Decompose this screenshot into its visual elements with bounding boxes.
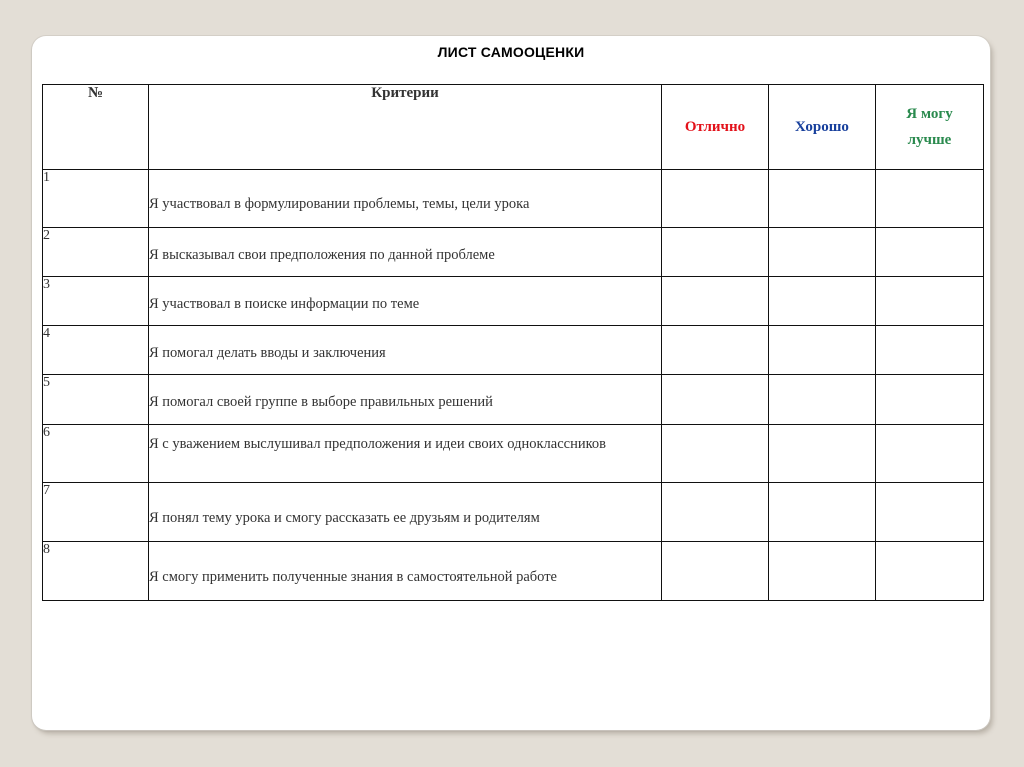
cell-good[interactable] — [769, 228, 876, 277]
cell-can-better[interactable] — [876, 170, 984, 228]
cell-can-better[interactable] — [876, 425, 984, 483]
cell-excellent[interactable] — [662, 277, 769, 326]
cell-can-better[interactable] — [876, 228, 984, 277]
table-row — [43, 483, 984, 542]
cell-excellent[interactable] — [662, 542, 769, 601]
row-criterion: Я высказывал свои предположения по данной проблеме — [149, 228, 662, 277]
row-criterion: Я смогу применить полученные знания в самостоятельной работе — [149, 542, 662, 601]
cell-good[interactable] — [769, 542, 876, 601]
cell-good[interactable] — [769, 277, 876, 326]
row-criterion: Я понял тему урока и смогу рассказать ее друзьям и родителям — [149, 483, 662, 542]
cell-excellent[interactable] — [662, 228, 769, 277]
row-number: 4 — [43, 326, 149, 375]
cell-can-better[interactable] — [876, 483, 984, 542]
header-can-better — [876, 85, 984, 170]
cell-good[interactable] — [769, 483, 876, 542]
cell-excellent[interactable] — [662, 483, 769, 542]
header-excellent: Отлично — [662, 85, 769, 170]
cell-good[interactable] — [769, 326, 876, 375]
table-row — [43, 326, 984, 375]
table-row — [43, 375, 984, 425]
cell-excellent[interactable] — [662, 326, 769, 375]
cell-can-better[interactable] — [876, 277, 984, 326]
cell-excellent[interactable] — [662, 170, 769, 228]
cell-good[interactable] — [769, 170, 876, 228]
row-criterion: Я с уважением выслушивал предположения и идеи своих одноклассников — [149, 425, 662, 483]
header-good: Хорошо — [769, 85, 876, 170]
cell-good[interactable] — [769, 375, 876, 425]
self-assessment-table — [42, 84, 984, 601]
row-number: 7 — [43, 483, 149, 542]
cell-excellent[interactable] — [662, 425, 769, 483]
cell-excellent[interactable] — [662, 375, 769, 425]
row-number: 2 — [43, 228, 149, 277]
sheet-title: ЛИСТ САМООЦЕНКИ — [437, 44, 585, 60]
row-number: 8 — [43, 542, 149, 601]
table-row — [43, 277, 984, 326]
row-number: 5 — [43, 375, 149, 425]
cell-good[interactable] — [769, 425, 876, 483]
slide — [32, 36, 990, 730]
header-can-better-line2: лучше — [907, 132, 952, 148]
table-row — [43, 542, 984, 601]
table-row — [43, 228, 984, 277]
header-can-better-line1: Я могу — [906, 106, 953, 122]
table-row — [43, 425, 984, 483]
header-number: № — [43, 85, 149, 170]
row-criterion: Я помогал своей группе в выборе правильных решений — [149, 375, 662, 425]
header-criteria: Критерии — [149, 85, 662, 170]
row-number: 3 — [43, 277, 149, 326]
cell-can-better[interactable] — [876, 326, 984, 375]
row-number: 6 — [43, 425, 149, 483]
table-row — [43, 170, 984, 228]
cell-can-better[interactable] — [876, 542, 984, 601]
cell-can-better[interactable] — [876, 375, 984, 425]
header-row — [43, 85, 984, 170]
row-criterion: Я участвовал в формулировании проблемы, темы, цели урока — [149, 170, 662, 228]
row-criterion: Я участвовал в поиске информации по теме — [149, 277, 662, 326]
row-criterion: Я помогал делать вводы и заключения — [149, 326, 662, 375]
row-number: 1 — [43, 170, 149, 228]
